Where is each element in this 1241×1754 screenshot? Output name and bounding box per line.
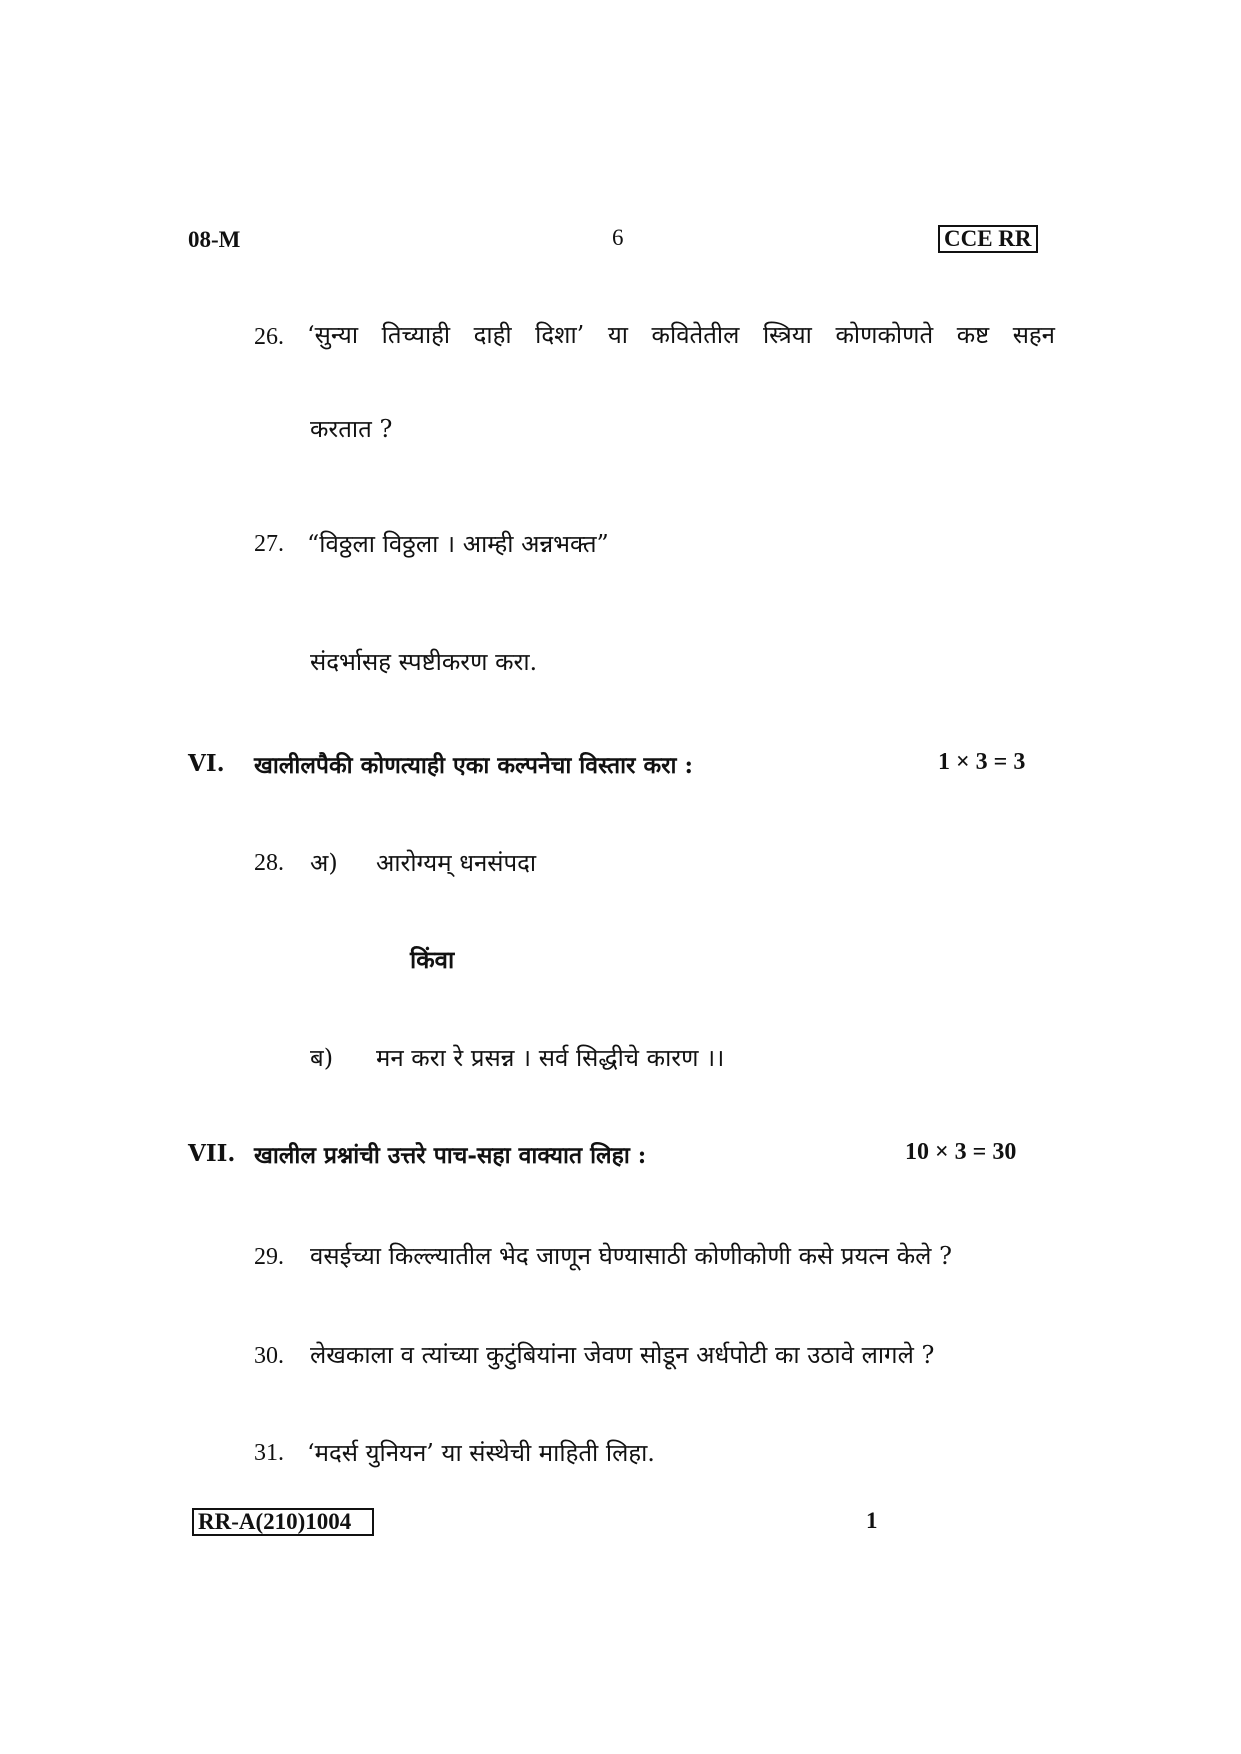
section-title: खालील प्रश्नांची उत्तरे पाच-सहा वाक्यात लिहा :	[254, 1142, 647, 1169]
question-number: 26.	[254, 324, 284, 350]
question-text: लेखकाला व त्यांच्या कुटुंबियांना जेवण सोडून अर्धपोटी का उठावे लागले ?	[310, 1341, 935, 1369]
question-text: वसईच्या किल्ल्यातील भेद जाणून घेण्यासाठी कोणीकोणी कसे प्रयत्न केले ?	[310, 1242, 952, 1270]
question-number: 30.	[254, 1343, 284, 1369]
footer-code: RR-A(210)1004	[192, 1508, 374, 1536]
question-instruction: संदर्भासह स्पष्टीकरण करा.	[310, 648, 538, 676]
question-number: 28.	[254, 850, 284, 876]
sheet-number: 1	[866, 1508, 878, 1533]
option-text: आरोग्यम् धनसंपदा	[376, 849, 537, 877]
question-text-continued: करतात ?	[310, 415, 393, 443]
option-label: ब)	[310, 1044, 334, 1072]
option-text: मन करा रे प्रसन्न । सर्व सिद्धीचे कारण ।।	[376, 1044, 725, 1072]
question-number: 31.	[254, 1440, 284, 1466]
question-text: “विठ्ठला विठ्ठला । आम्ही अन्नभक्त”	[307, 530, 609, 558]
section-numeral: VII.	[188, 1140, 236, 1167]
section-numeral: VI.	[188, 750, 225, 777]
paper-code: 08-M	[188, 227, 241, 252]
series-badge: CCE RR	[938, 225, 1038, 253]
question-text: ‘मदर्स युनियन’ या संस्थेची माहिती लिहा.	[307, 1439, 655, 1467]
question-number: 29.	[254, 1244, 284, 1270]
section-marks: 10 × 3 = 30	[905, 1139, 1017, 1165]
question-number: 27.	[254, 531, 284, 557]
or-separator: किंवा	[410, 945, 455, 974]
page-number: 6	[612, 225, 624, 250]
section-marks: 1 × 3 = 3	[938, 749, 1026, 775]
section-title: खालीलपैकी कोणत्याही एका कल्पनेचा विस्तार करा :	[254, 752, 693, 779]
option-label: अ)	[310, 849, 338, 877]
question-text: ‘सुन्या तिच्याही दाही दिशा’ या कवितेतील स्त्रिया कोणकोणते कष्ट सहन	[307, 321, 1055, 349]
